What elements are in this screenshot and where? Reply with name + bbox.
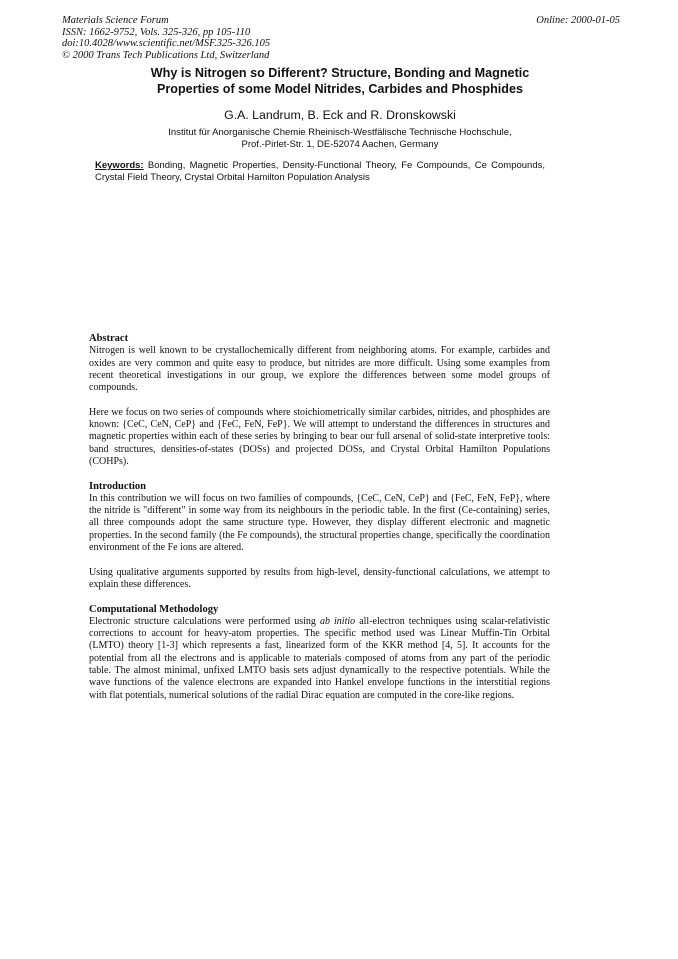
journal-header [62, 15, 270, 61]
authors: G.A. Landrum, B. Eck and R. Dronskowski [224, 108, 456, 122]
affiliation-line-2: Prof.-Pirlet-Str. 1, DE-52074 Aachen, Germany [241, 138, 439, 150]
methodology-heading: Computational Methodology [89, 603, 219, 615]
abstract-paragraph-1: Nitrogen is well known to be crystallochemically different from neighboring atoms. For example, carbides and oxides are very common and quite easy to produce, but nitrides are more difficult. Using some examples from recent theoretical investigations in our group, we explore the differences between some model groups of compounds. [89, 345, 550, 394]
online-date: Online: 2000-01-05 [536, 15, 620, 26]
keywords-text: Bonding, Magnetic Properties, Density-Functional Theory, Fe Compounds, Ce Compounds, Crystal Field Theory, Crystal Orbital Hamilton Population Analysis [95, 160, 545, 183]
doi-line: doi:10.4028/www.scientific.net/MSF.325-326.105 [62, 38, 271, 49]
methodology-italic-term: ab initio [319, 615, 356, 627]
abstract-paragraph-2: Here we focus on two series of compounds where stoichiometrically similar carbides, nitrides, and phosphides are known: {CeC, CeN, CeP} and {FeC, FeN, FeP}. We will attempt to understand the differences in structures and magnetic properties within each of these series by bringing to bear our full arsenal of solid-state interpretive tools: band structures, densities-of-states (DOSs) and projected DOSs, and Crystal Orbital Hamilton Populations (COHPs). [89, 406, 550, 467]
journal-name: Materials Science Forum [62, 15, 169, 26]
abstract-heading: Abstract [89, 333, 129, 344]
methodology-text-b: all-electron techniques using scalar-relativistic corrections to account for heavy-atom properties. The specific method used was Linear Muffin-Tin Orbital (LMTO) theory [1-3] which represents a fast, linearized form of the KKR method [4, 5]. It accounts for the potential from all the electrons and is applicable to materials composed of atoms from any part of the periodic table. The almost minimal, unfixed LMTO basis sets adjust dynamically to the respective potentials. While the wave functions of the valence electrons are expanded into Hankel envelope functions in the interstitial regions with flat potentials, numerical solutions of the radial Dirac equation are computed in the core-like regions. [89, 615, 550, 701]
introduction-paragraph-2: Using qualitative arguments supported by results from high-level, density-functional calculations, we attempt to explain these differences. [89, 566, 550, 590]
affiliation [60, 127, 620, 151]
affiliation-line-1: Institut für Anorganische Chemie Rheinisch-Westfälische Technische Hochschule, [168, 127, 512, 138]
methodology-paragraph-1 [89, 616, 550, 702]
paper-title [60, 66, 620, 97]
introduction-paragraph-1: In this contribution we will focus on two families of compounds, {CeC, CeN, CeP} and {FeC, FeN, FeP}, where the nitride is "different" in some way from its neighbours in the periodic table. In the first (Ce-containing) series, all three compounds adopt the same structure type. However, they display different electronic and magnetic properties. In the second family (the Fe compounds), the structural properties change, specifically the coordination environment of the Fe ions are altered. [89, 492, 550, 554]
title-line-1: Why is Nitrogen so Different? Structure, Bonding and Magnetic [150, 66, 530, 80]
title-line-2: Properties of some Model Nitrides, Carbides and Phosphides [157, 81, 523, 96]
issn-line: ISSN: 1662-9752, Vols. 325-326, pp 105-110 [62, 26, 251, 38]
keywords [95, 160, 545, 184]
copyright-line: © 2000 Trans Tech Publications Ltd, Switzerland [62, 49, 270, 61]
methodology-text-a: Electronic structure calculations were performed using [89, 615, 320, 627]
paper-body [89, 333, 550, 714]
keywords-label: Keywords: [95, 160, 144, 171]
introduction-heading: Introduction [89, 480, 146, 492]
